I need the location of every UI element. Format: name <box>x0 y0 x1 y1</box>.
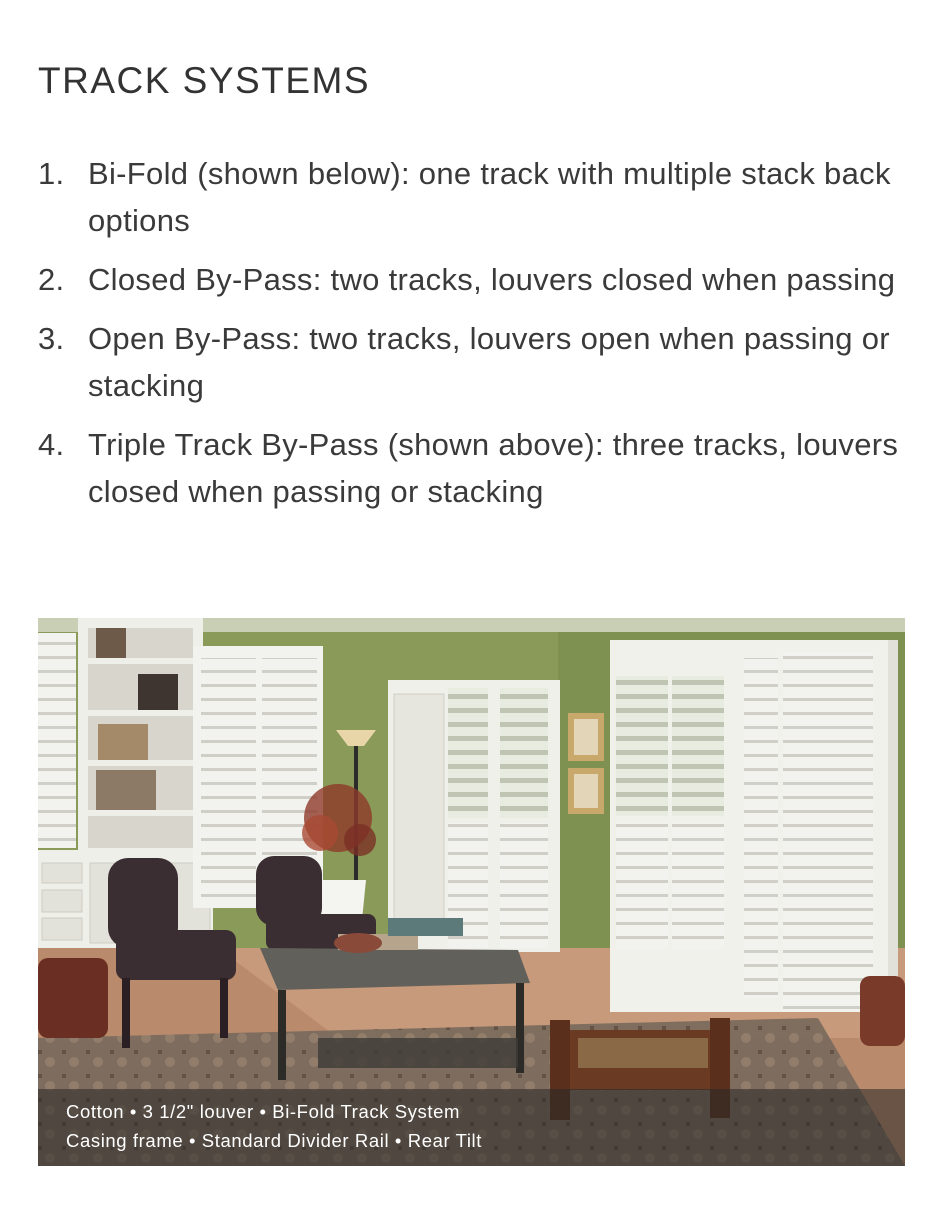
list-item <box>38 150 908 244</box>
item-text: Bi-Fold (shown below): one track with multiple stack back options <box>88 156 891 238</box>
caption-line-2: Casing frame • Standard Divider Rail • Rear Tilt <box>66 1130 483 1151</box>
list-item <box>38 421 908 515</box>
list-item <box>38 256 908 303</box>
photo-caption <box>38 1089 905 1166</box>
item-text: Open By-Pass: two tracks, louvers open when passing or stacking <box>88 321 890 403</box>
item-number: 4. <box>38 427 65 462</box>
living-room-illustration <box>38 618 905 1166</box>
item-number: 3. <box>38 321 65 356</box>
item-number: 1. <box>38 156 65 191</box>
list-item <box>38 315 908 409</box>
item-number: 2. <box>38 262 65 297</box>
item-text: Closed By-Pass: two tracks, louvers closed when passing <box>88 262 896 297</box>
room-photo <box>38 618 905 1166</box>
track-system-list <box>38 150 908 527</box>
page-title: TRACK SYSTEMS <box>38 60 370 101</box>
caption-line-1: Cotton • 3 1/2" louver • Bi-Fold Track System <box>66 1101 461 1122</box>
item-text: Triple Track By-Pass (shown above): three tracks, louvers closed when passing or stacking <box>88 427 899 509</box>
